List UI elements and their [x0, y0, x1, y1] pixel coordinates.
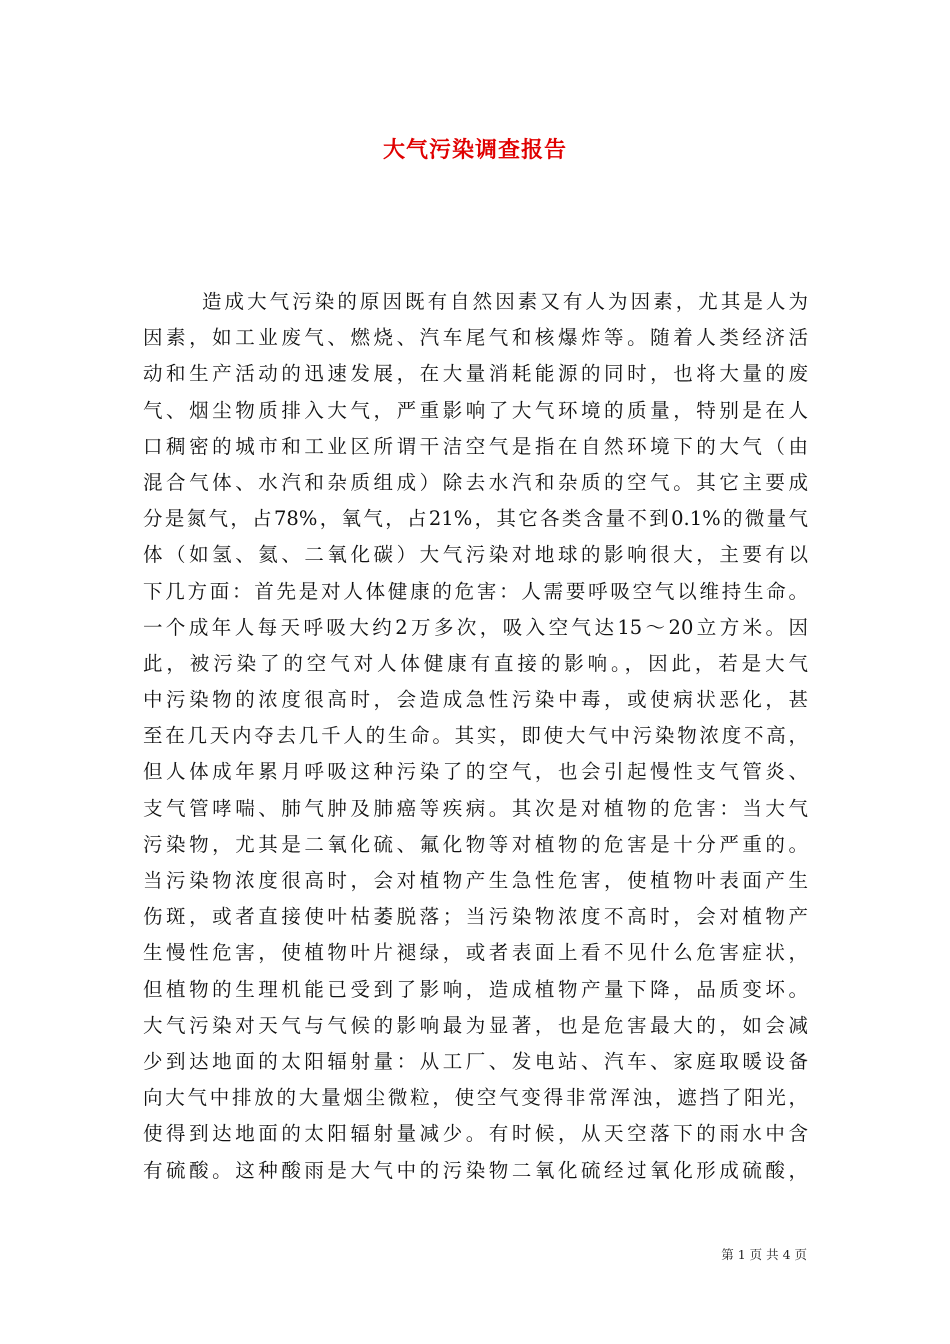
text-line: 造成大气污染的原因既有自然因素又有人为因素，尤其是人为: [202, 290, 808, 313]
text-line: 大气污染对天气与气候的影响最为显著，也是危害最大的，如会减: [143, 1013, 808, 1037]
text-line: 动和生产活动的迅速发展，在大量消耗能源的同时，也将大量的废: [143, 362, 808, 386]
text-line: 分是氮气，占78%，氧气，占21%，其它各类含量不到0.1%的微量气: [143, 507, 808, 531]
text-line: 混合气体、水汽和杂质组成）除去水汽和杂质的空气。其它主要成: [143, 470, 808, 494]
text-line: 下几方面：首先是对人体健康的危害：人需要呼吸空气以维持生命。: [143, 579, 808, 603]
page-number-footer: 第 1 页 共 4 页: [721, 1247, 807, 1262]
text-line: 中污染物的浓度很高时，会造成急性污染中毒，或使病状恶化，甚: [143, 688, 808, 712]
text-line: 污染物，尤其是二氧化硫、氟化物等对植物的危害是十分严重的。: [143, 832, 808, 856]
text-line: 但植物的生理机能已受到了影响，造成植物产量下降，品质变坏。: [143, 977, 808, 1001]
text-line: 少到达地面的太阳辐射量：从工厂、发电站、汽车、家庭取暖设备: [143, 1049, 808, 1073]
text-line: 气、烟尘物质排入大气，严重影响了大气环境的质量，特别是在人: [143, 398, 808, 422]
text-line: 支气管哮喘、肺气肿及肺癌等疾病。其次是对植物的危害：当大气: [143, 796, 808, 820]
text-line: 此，被污染了的空气对人体健康有直接的影响。，因此，若是大气: [143, 651, 808, 675]
text-line: 伤斑，或者直接使叶枯萎脱落；当污染物浓度不高时，会对植物产: [143, 905, 808, 929]
text-line: 向大气中排放的大量烟尘微粒，使空气变得非常浑浊，遮挡了阳光，: [143, 1086, 808, 1110]
text-line: 当污染物浓度很高时，会对植物产生急性危害，使植物叶表面产生: [143, 869, 808, 892]
text-line: 使得到达地面的太阳辐射量减少。有时候，从天空落下的雨水中含: [143, 1122, 808, 1146]
document-title: 大气污染调查报告: [382, 137, 567, 163]
text-line: 有硫酸。这种酸雨是大气中的污染物二氧化硫经过氧化形成硫酸，: [143, 1158, 808, 1182]
text-line: 生慢性危害，使植物叶片褪绿，或者表面上看不见什么危害症状，: [143, 941, 808, 965]
text-line: 一个成年人每天呼吸大约2万多次，吸入空气达15～20立方米。因: [143, 615, 808, 639]
text-line: 至在几天内夺去几千人的生命。其实，即使大气中污染物浓度不高，: [143, 724, 808, 748]
text-line: 体（如氢、氦、二氧化碳）大气污染对地球的影响很大，主要有以: [143, 543, 808, 567]
text-line: 口稠密的城市和工业区所谓干洁空气是指在自然环境下的大气（由: [143, 434, 808, 458]
text-line: 但人体成年累月呼吸这种污染了的空气，也会引起慢性支气管炎、: [143, 760, 808, 784]
text-line: 因素，如工业废气、燃烧、汽车尾气和核爆炸等。随着人类经济活: [143, 326, 808, 350]
body-text: [143, 284, 808, 1189]
